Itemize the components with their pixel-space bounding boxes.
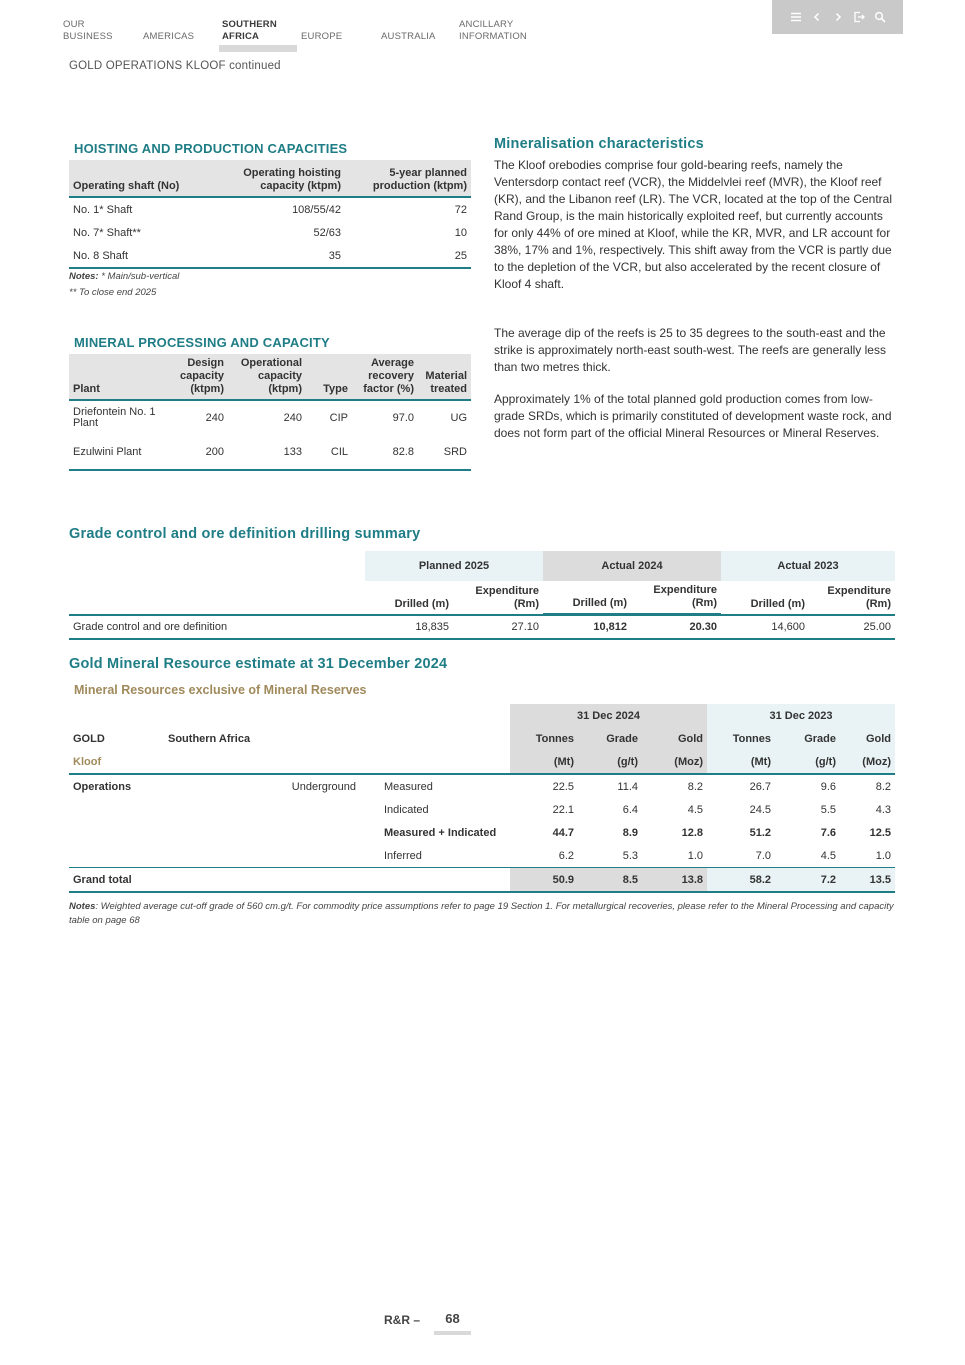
header-spacer (360, 704, 510, 727)
table-cell: 9.6 (820, 780, 836, 793)
category-label: Measured + Indicated (384, 826, 497, 839)
table-cell: 5.5 (820, 803, 836, 816)
grand-total-row (69, 868, 895, 893)
table-cell: No. 1* Shaft (73, 203, 133, 216)
table-cell: 22.1 (552, 803, 574, 816)
table-cell: 11.4 (617, 780, 638, 793)
operation-label: Kloof (69, 750, 510, 774)
table-cell: 1.0 (687, 849, 703, 862)
year-header-2024: 31 Dec 2024 (510, 704, 707, 727)
table-cell: 7.0 (755, 849, 771, 862)
hoisting-table (69, 160, 471, 269)
nav-our-business[interactable]: OUR BUSINESS (63, 19, 113, 42)
table-cell: 1.0 (875, 849, 891, 862)
table-cell: 52/63 (313, 226, 341, 239)
table-cell: 24.5 (749, 803, 771, 816)
column-header: Design capacity (ktpm) (165, 354, 228, 400)
column-unit: (g/t) (578, 750, 642, 774)
column-header: Gold (642, 727, 707, 750)
group-header-planned-2025: Planned 2025 (365, 551, 543, 581)
table-cell: No. 8 Shaft (69, 244, 197, 268)
nav-americas[interactable]: AMERICAS (143, 31, 195, 42)
nav-australia[interactable]: AUSTRALIA (381, 31, 436, 42)
table-cell: 14,600 (721, 615, 809, 640)
column-header: Average recovery factor (%) (352, 354, 418, 400)
column-header: Tonnes (707, 727, 775, 750)
table-cell: 44.7 (552, 826, 574, 839)
resource-title: Gold Mineral Resource estimate at 31 December 2024 (69, 656, 448, 672)
grand-total-label: Grand total (73, 873, 132, 886)
processing-title: MINERAL PROCESSING AND CAPACITY (74, 335, 330, 350)
table-cell: 26.7 (749, 780, 771, 793)
resource-notes (69, 900, 899, 927)
empty-cell (69, 821, 360, 844)
hoisting-title: HOISTING AND PRODUCTION CAPACITIES (74, 141, 348, 156)
table-cell: Driefontein No. 1 Plant (73, 406, 156, 429)
group-header-actual-2024: Actual 2024 (543, 551, 721, 581)
table-cell: Ezulwini Plant (69, 435, 165, 470)
table-cell: 6.2 (558, 849, 574, 862)
table-cell: 240 (283, 411, 302, 424)
notes-label: Notes (69, 901, 96, 912)
table-cell: Grade control and ore definition (69, 615, 365, 640)
mining-type: Underground (291, 780, 356, 793)
drilling-title: Grade control and ore definition drilling summary (69, 526, 421, 542)
table-cell: 6.4 (622, 803, 638, 816)
table-cell: 97.0 (392, 411, 414, 424)
table-cell: 8.9 (622, 826, 638, 839)
table-row (69, 821, 895, 844)
hoisting-note-2: ** To close end 2025 (69, 287, 157, 298)
header-spacer (69, 551, 365, 581)
processing-table (69, 354, 471, 471)
table-cell: 12.5 (869, 826, 891, 839)
table-cell: SRD (418, 435, 471, 470)
table-row (69, 400, 471, 435)
table-cell: 18,835 (365, 615, 453, 640)
column-header: Plant (69, 354, 165, 400)
header-spacer (164, 704, 272, 727)
table-cell: 8.2 (687, 780, 703, 793)
search-icon[interactable] (873, 10, 886, 24)
mineralisation-paragraph-1: The Kloof orebodies comprise four gold-bearing reefs, namely the Ventersdorp contact reef (VCR), the Middelvlei reef (MVR), the Kloof reef (KR), and the Libanon reef (LR). The VCR, located at the top of the Central Rand Group, is the main historically exploited reef, but currently accounts for only 44% of ore mined at Kloof, while the KR, MVR, and LR account for 38%, 17% and 1%, respectively. This shift away from the VCR is partly due to the depletion of the VCR, but also accelerated by the recent closure of Kloof 4 shaft. (494, 158, 892, 291)
category-label: Indicated (384, 803, 429, 816)
table-cell: 5.3 (622, 849, 638, 862)
table-cell: 4.3 (875, 803, 891, 816)
column-header: Operating shaft (No) (69, 160, 197, 197)
table-row (69, 844, 895, 868)
column-header: Type (306, 354, 352, 400)
table-cell: 25.00 (809, 615, 895, 640)
chevron-left-icon[interactable] (810, 10, 823, 24)
column-header: Grade (775, 727, 840, 750)
table-row (69, 798, 895, 821)
table-cell: 27.10 (453, 615, 543, 640)
table-row (69, 435, 471, 470)
note-text: * Main/sub-vertical (98, 271, 180, 282)
column-header: Operating hoisting capacity (ktpm) (197, 160, 345, 197)
table-cell: 240 (205, 411, 224, 424)
column-header: Operational capacity (ktpm) (228, 354, 306, 400)
table-cell: 50.9 (510, 868, 578, 893)
table-cell: No. 7* Shaft** (73, 226, 141, 239)
column-header: Material treated (418, 354, 471, 400)
table-cell: 4.5 (820, 849, 836, 862)
table-cell: CIL (306, 435, 352, 470)
column-header: Tonnes (510, 727, 578, 750)
table-cell: CIP (329, 411, 348, 424)
footer-label: R&R – (384, 1313, 421, 1327)
table-row (69, 221, 471, 244)
section-label: Operations (73, 780, 132, 793)
table-cell: 20.30 (631, 615, 721, 640)
table-cell: 108/55/42 (292, 203, 341, 216)
column-header: Gold (840, 727, 895, 750)
empty-cell (69, 844, 360, 868)
year-header-2023: 31 Dec 2023 (707, 704, 895, 727)
table-row (69, 244, 471, 268)
header-spacer (69, 581, 365, 615)
notes-text: : Weighted average cut-off grade of 560 cm.g/t. For commodity price assumptions refer to page 19 Section 1. For metallurgical recoveries, please refer to the Mineral Processing and capacity table on page 68 (69, 901, 894, 926)
table-cell: 200 (165, 435, 228, 470)
exit-icon[interactable] (852, 10, 865, 24)
table-cell: 13.5 (840, 868, 895, 893)
table-cell: 51.2 (749, 826, 771, 839)
table-cell: 8.2 (875, 780, 891, 793)
drilling-table (69, 551, 895, 640)
column-unit: (Mt) (707, 750, 775, 774)
region-label: Southern Africa (168, 732, 251, 745)
table-cell: 58.2 (707, 868, 775, 893)
mineralisation-paragraph-3: Approximately 1% of the total planned gold production comes from low-grade SRDs, which is primarily constituted of development waste rock, and does not form part of the official Mineral Resources or Mineral Reserves. (494, 392, 892, 440)
table-cell: 7.2 (775, 868, 840, 893)
table-row (69, 774, 895, 798)
table-cell: 22.5 (552, 780, 574, 793)
table-cell: 10,812 (543, 615, 631, 640)
table-row (69, 197, 471, 221)
active-nav-indicator (219, 45, 297, 52)
column-header: Drilled (m) (721, 581, 809, 615)
table-cell: 13.8 (642, 868, 707, 893)
table-cell: 12.8 (681, 826, 703, 839)
column-unit: (Mt) (510, 750, 578, 774)
nav-ancillary-information[interactable]: ANCILLARY INFORMATION (459, 19, 527, 42)
nav-southern-africa[interactable]: SOUTHERN AFRICA (222, 19, 277, 42)
mineralisation-title: Mineralisation characteristics (494, 136, 704, 152)
table-cell: 35 (197, 244, 345, 268)
mineralisation-paragraph-2: The average dip of the reefs is 25 to 35 degrees to the south-east and the strike is approximately north-east south-west. The reefs are generally less than two metres thick. (494, 326, 886, 374)
column-header: Expenditure (Rm) (453, 581, 543, 615)
table-cell: UG (450, 411, 467, 424)
table-cell: 72 (454, 203, 467, 216)
category-label: Measured (384, 780, 433, 793)
table-cell: 7.6 (820, 826, 836, 839)
note-label: Notes: (69, 271, 99, 282)
header-spacer (272, 704, 360, 727)
breadcrumb: GOLD OPERATIONS KLOOF continued (69, 60, 281, 72)
table-row (69, 615, 895, 640)
category-label: Inferred (384, 849, 422, 862)
table-cell: 10 (454, 226, 467, 239)
column-unit: (Moz) (642, 750, 707, 774)
column-unit: (Moz) (840, 750, 895, 774)
table-cell: 25 (345, 244, 471, 268)
column-header: Drilled (m) (365, 581, 453, 615)
toolbar (772, 0, 903, 34)
resource-subtitle: Mineral Resources exclusive of Mineral Reserves (74, 683, 367, 697)
hoisting-note-1 (69, 271, 179, 282)
column-header: Expenditure (Rm) (809, 581, 895, 615)
column-header: Expenditure (Rm) (631, 581, 721, 615)
table-cell: 82.8 (352, 435, 418, 470)
menu-icon[interactable] (789, 10, 802, 24)
group-header-actual-2023: Actual 2023 (721, 551, 895, 581)
nav-europe[interactable]: EUROPE (301, 31, 343, 42)
table-cell: 133 (228, 435, 306, 470)
column-header: Grade (578, 727, 642, 750)
table-cell: 8.5 (578, 868, 642, 893)
column-unit: (g/t) (775, 750, 840, 774)
column-header: 5-year planned production (ktpm) (345, 160, 471, 197)
table-cell: 4.5 (687, 803, 703, 816)
column-header: Drilled (m) (543, 581, 631, 615)
empty-cell (69, 798, 360, 821)
page-number: 68 (434, 1311, 471, 1335)
chevron-right-icon[interactable] (831, 10, 844, 24)
resource-table (69, 704, 895, 893)
header-spacer (69, 704, 164, 727)
commodity-label: GOLD (73, 732, 105, 745)
